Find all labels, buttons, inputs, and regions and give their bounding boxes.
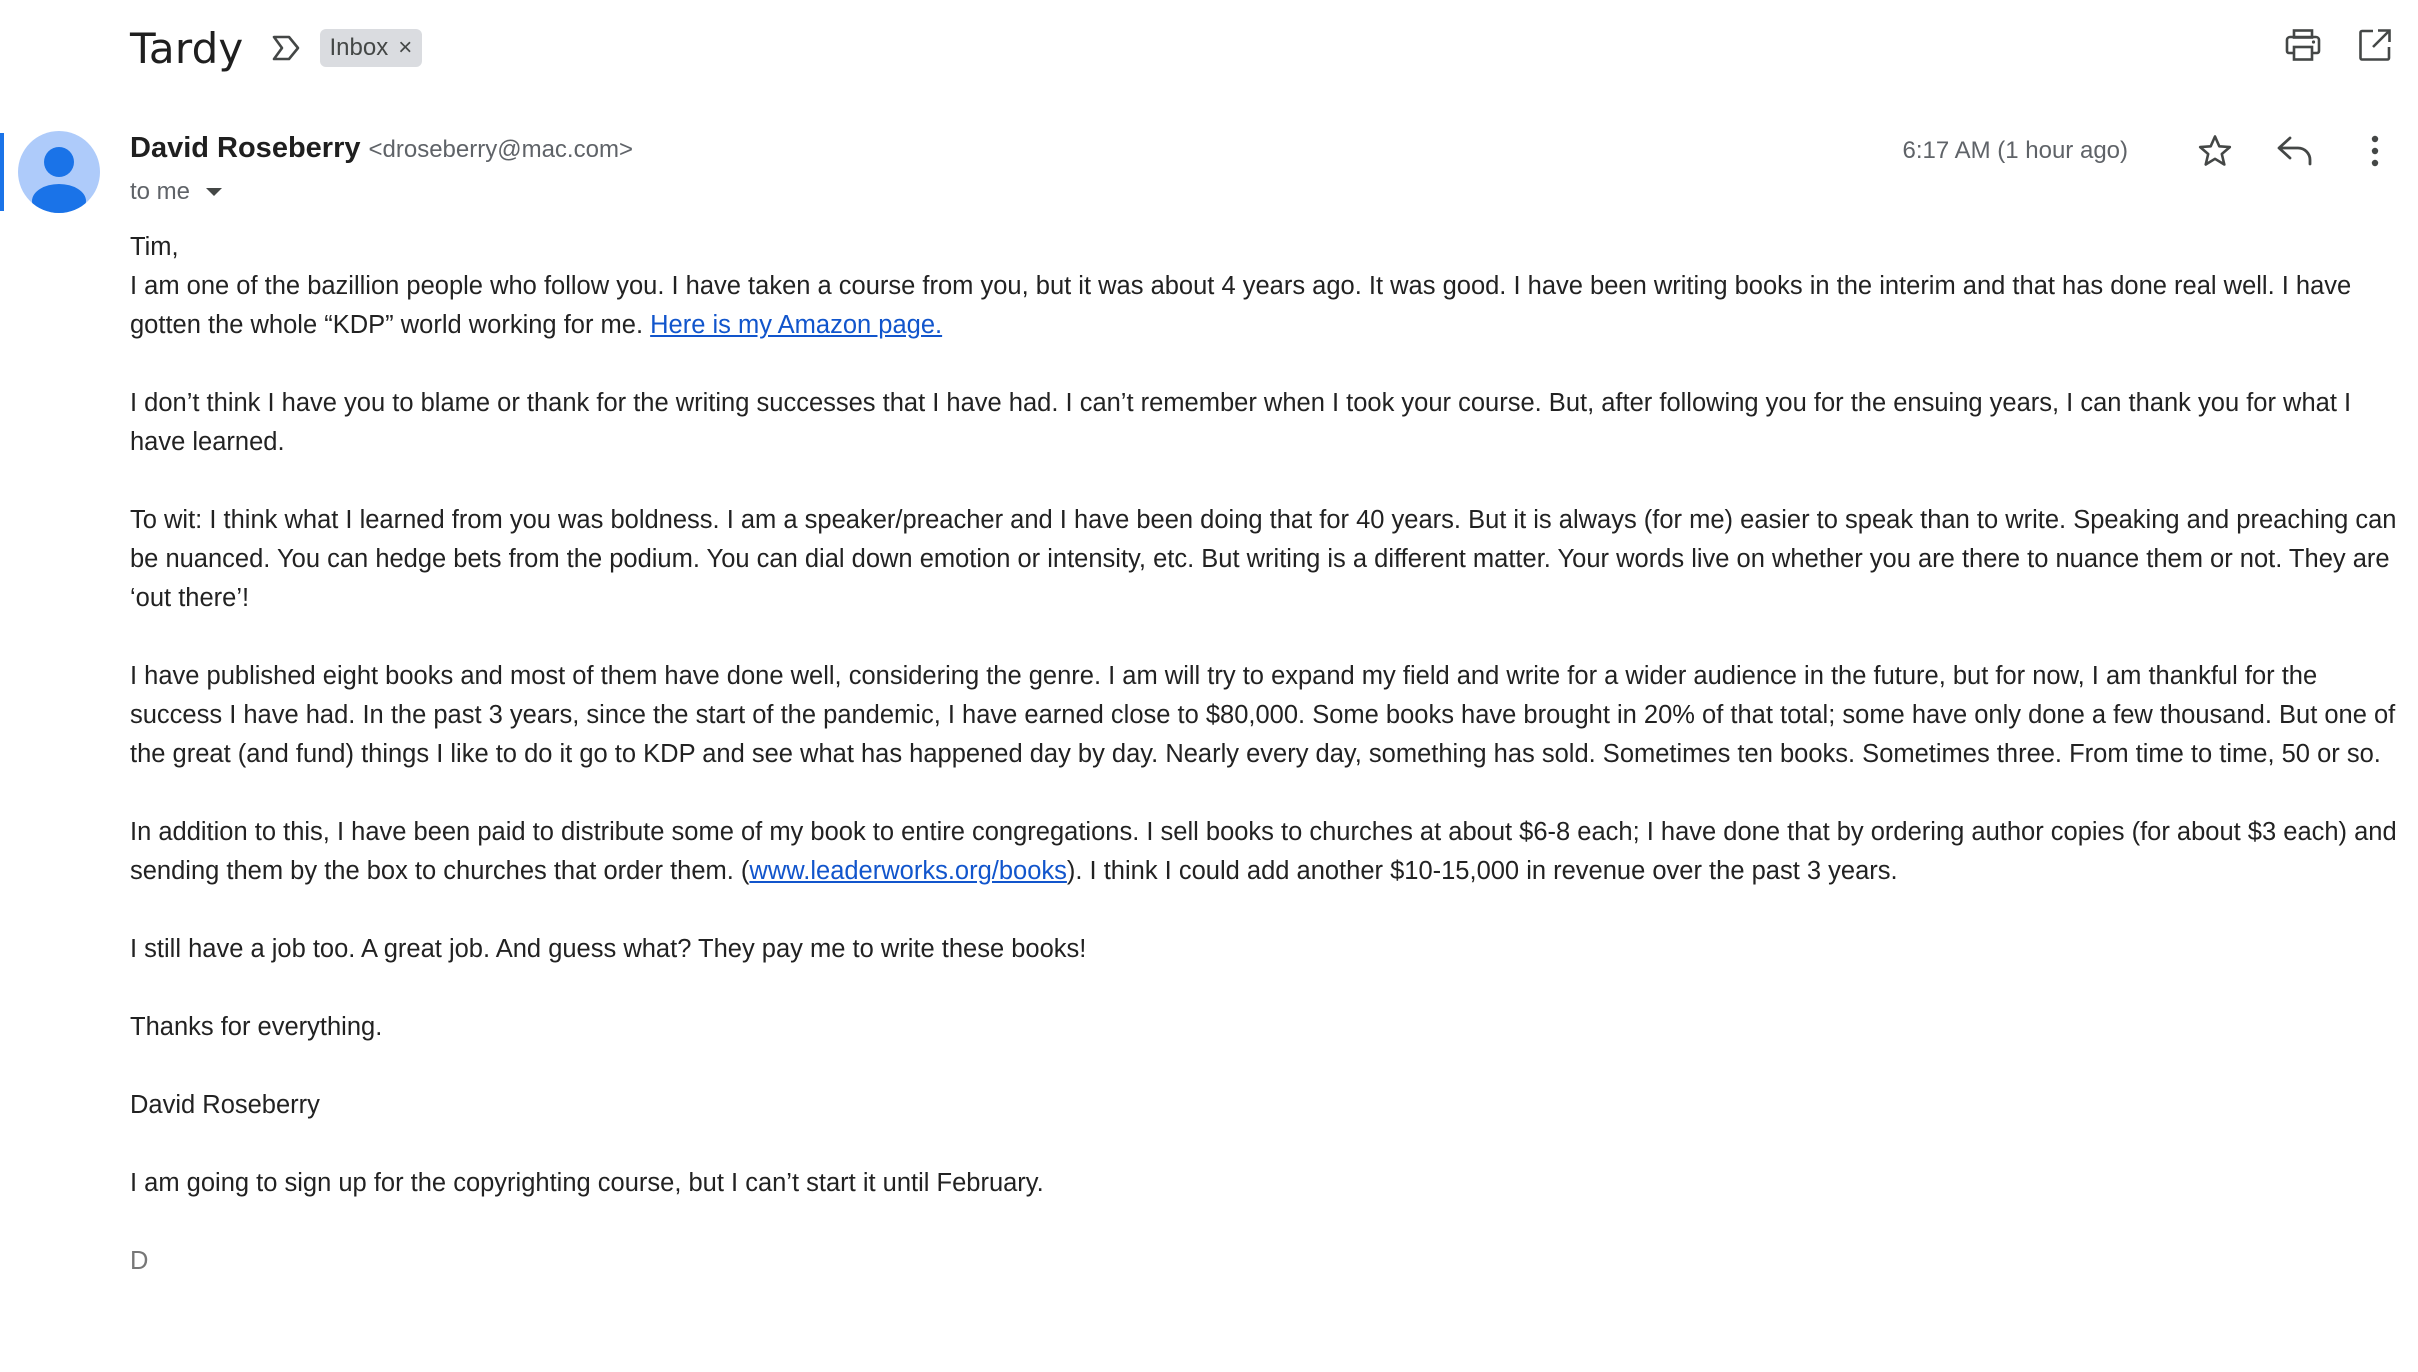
body-paragraph-2: I don’t think I have you to blame or thank for the writing successes that I have had. I can’t remember when I took your course. But, after following you for the ensuing years, I can thank you for what I have learned. (130, 389, 2352, 456)
amazon-page-link[interactable]: Here is my Amazon page. (650, 311, 943, 339)
star-icon[interactable] (2192, 128, 2238, 174)
body-paragraph-1 (130, 267, 2400, 345)
selected-message-indicator (0, 133, 4, 211)
sender-email: <droseberry@mac.com> (368, 136, 633, 163)
body-paragraph-3: To wit: I think what I learned from you was boldness. I am a speaker/preacher and I have been doing that for 40 years. But it is always (for me) easier to speak than to write. Speaking and preaching can be nuanced. You can hedge bets from the podium. You can dial down emotion or intensity, etc. But writing is a different matter. Your words live on whether you are there to nuance them or not. They are ‘out there’! (130, 506, 2397, 612)
body-paragraph-1-text: I am one of the bazillion people who follow you. I have taken a course from you, but it was about 4 years ago. It was good. I have been writing books in the interim and that has done real well. I have gotten the whole “KDP” world working for me. (130, 272, 2352, 339)
body-signoff: D (130, 1247, 149, 1275)
default-person-icon (18, 131, 100, 213)
leaderworks-link[interactable]: www.leaderworks.org/books (749, 857, 1067, 885)
remove-label-icon[interactable]: × (398, 34, 413, 61)
message-meta (1903, 128, 2398, 174)
more-vert-icon[interactable] (2352, 128, 2398, 174)
sender-line (130, 132, 633, 165)
print-icon[interactable] (2280, 22, 2326, 68)
reply-icon[interactable] (2272, 128, 2318, 174)
importance-marker-icon[interactable] (268, 30, 304, 66)
body-paragraph-7: Thanks for everything. (130, 1013, 383, 1041)
recipient-details-toggle[interactable] (130, 178, 222, 206)
body-paragraph-5 (130, 813, 2400, 891)
open-in-new-window-icon[interactable] (2352, 22, 2398, 68)
message-timestamp: 6:17 AM (1 hour ago) (1902, 137, 2128, 164)
body-postscript: I am going to sign up for the copyrighting course, but I can’t start it until February. (130, 1169, 1044, 1197)
body-paragraph-5-after: ). I think I could add another $10-15,000 in revenue over the past 3 years. (1066, 857, 1898, 885)
label-chip-text: Inbox (329, 34, 389, 61)
label-chip-inbox (320, 29, 423, 67)
body-paragraph-6: I still have a job too. A great job. And guess what? They pay me to write these books! (130, 935, 1087, 963)
body-paragraph-5-before: In addition to this, I have been paid to distribute some of my book to entire congregations. I sell books to churches at about $6-8 each; I have done that by ordering author copies (for about $3 each) and sending them by the box to churches that order them. ( (130, 818, 2397, 885)
greeting: Tim, (130, 233, 179, 261)
subject-header (130, 18, 422, 78)
recipient-text: to me (130, 178, 191, 205)
chevron-down-icon[interactable] (206, 188, 222, 196)
body-signature: David Roseberry (130, 1091, 320, 1119)
thread-actions (2280, 22, 2418, 68)
email-subject: Tardy (130, 23, 244, 73)
message-body (130, 228, 2400, 1281)
sender-avatar[interactable] (18, 131, 100, 213)
sender-name[interactable]: David Roseberry (130, 132, 361, 164)
body-paragraph-4: I have published eight books and most of them have done well, considering the genre. I am will try to expand my field and write for a wider audience in the future, but for now, I am thankful for the success I have had. In the past 3 years, since the start of the pandemic, I have earned close to $80,000. Some books have brought in 20% of that total; some have only done a few thousand. But one of the great (and fund) things I like to do it go to KDP and see what has happened day by day. Nearly every day, something has sold. Sometimes ten books. Sometimes three. From time to time, 50 or so. (130, 662, 2396, 768)
